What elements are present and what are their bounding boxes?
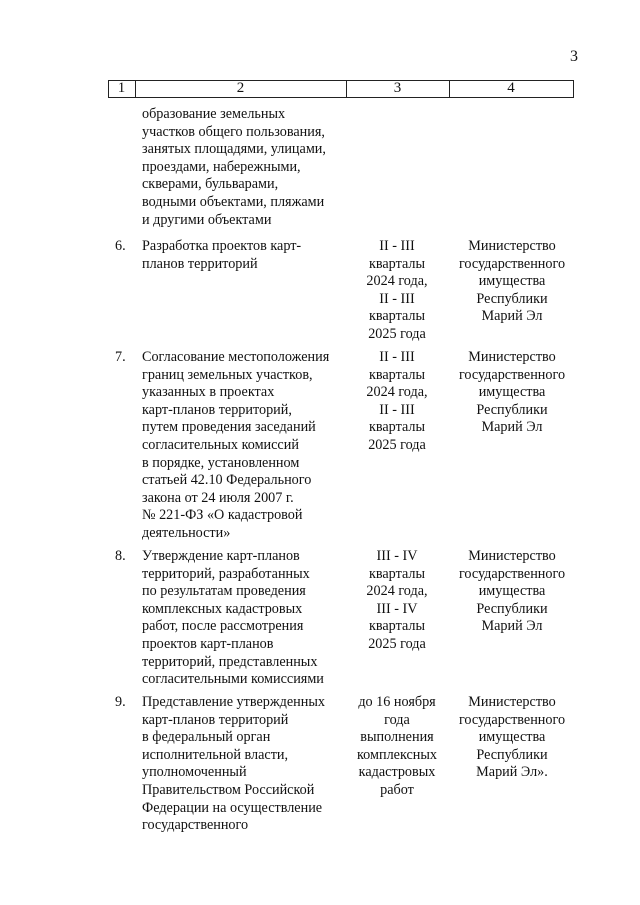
header-col-3: 3	[393, 80, 402, 96]
header-col-2: 2	[236, 80, 245, 96]
continuation-text: образование земельных участков общего пользования, занятых площадями, улицами, проездами, набережными, скверами, бульварами, водными объектами, пляжами и другими объектами	[142, 106, 326, 228]
row-responsible: Министерство государственного имущества Республики Марий Эл».	[458, 694, 566, 781]
row-number: 9.	[115, 694, 126, 710]
row-number: 6.	[115, 238, 126, 254]
row-period: III - IV кварталы 2024 года, III - IV кварталы 2025 года	[366, 548, 428, 652]
row-number: 8.	[115, 548, 126, 564]
row-responsible: Министерство государственного имущества Республики Марий Эл	[458, 349, 566, 436]
row-action: Разработка проектов карт- планов территорий	[142, 238, 302, 272]
row-period: II - III кварталы 2024 года, II - III кварталы 2025 года	[366, 238, 428, 342]
header-col-4: 4	[507, 80, 515, 96]
header-col-1: 1	[117, 80, 126, 96]
header-divider	[573, 81, 574, 97]
row-number: 7.	[115, 349, 126, 365]
row-responsible: Министерство государственного имущества Республики Марий Эл	[458, 548, 566, 635]
row-period: до 16 ноября года выполнения комплексных кадастровых работ	[357, 694, 437, 798]
page-number: 3	[570, 48, 578, 65]
table-header	[108, 80, 574, 98]
row-action: Представление утвержденных карт-планов территорий в федеральный орган исполнительной власти, уполномоченный Правительством Российской Федерации на осуществление государственного	[142, 694, 325, 834]
row-responsible: Министерство государственного имущества Республики Марий Эл	[458, 238, 566, 325]
row-action: Утверждение карт-планов территорий, разработанных по результатам проведения комплексных кадастровых работ, после рассмотрения проектов карт-планов территорий, представленных согласительными комиссиями	[142, 548, 324, 688]
row-period: II - III кварталы 2024 года, II - III кварталы 2025 года	[366, 349, 428, 453]
row-action: Согласование местоположения границ земельных участков, указанных в проектах карт-планов территорий, путем проведения заседаний согласительных комиссий в порядке, установленном статьей 42.10 Федерального закона от 24 июля 2007 г. № 221-ФЗ «О кадастровой деятельности»	[142, 349, 330, 541]
